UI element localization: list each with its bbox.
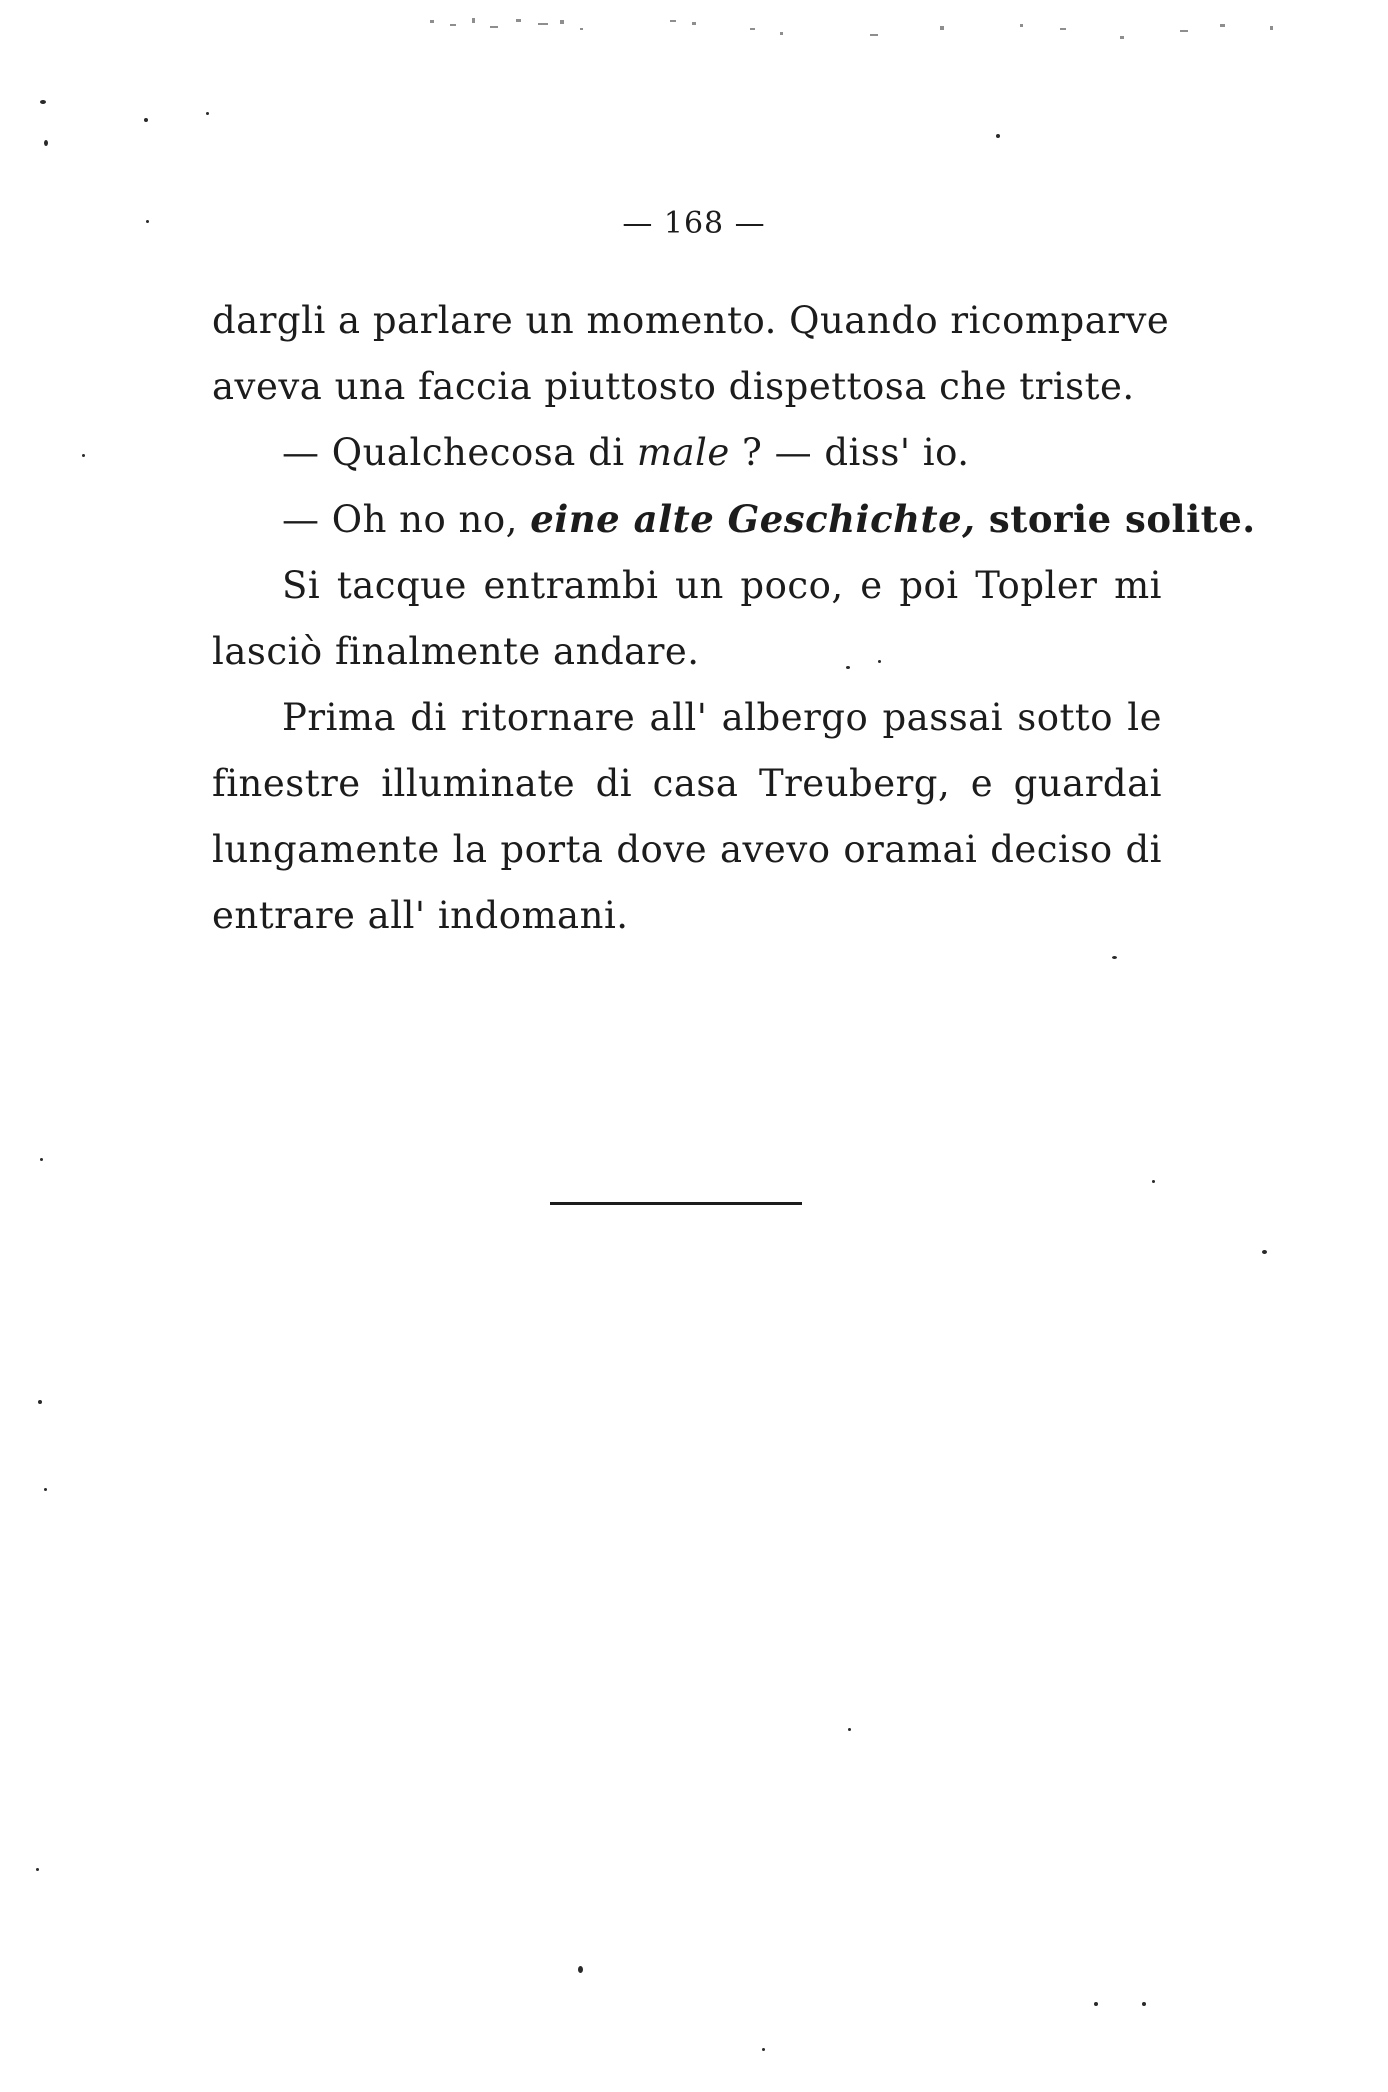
- scan-speck: [1112, 956, 1117, 959]
- page-number: — 168 —: [622, 206, 766, 241]
- scan-speck: [82, 454, 85, 457]
- body-text: [212, 288, 1256, 949]
- text-line: Si tacque entrambi un poco, e poi Topler mi: [282, 564, 1162, 607]
- scan-noise-top: [420, 14, 1300, 64]
- text-line: lungamente la porta dove avevo oramai deciso di: [212, 828, 1162, 871]
- text-line: entrare all' indomani.: [212, 894, 629, 937]
- scan-speck: [206, 112, 209, 115]
- scan-speck: [996, 134, 1000, 138]
- dialogue-text: storie solite.: [975, 497, 1256, 541]
- section-end-rule: [550, 1202, 802, 1205]
- dialogue-text: — Qualchecosa di: [282, 431, 637, 474]
- scan-speck: [40, 1158, 43, 1161]
- scan-speck: [40, 100, 46, 104]
- scan-speck: [1262, 1250, 1267, 1254]
- scan-speck: [36, 1868, 39, 1871]
- scan-speck: [578, 1966, 583, 1973]
- text-line: Prima di ritornare all' albergo passai sotto le: [282, 696, 1162, 739]
- scan-speck: [44, 140, 48, 146]
- scan-speck: [38, 1400, 42, 1404]
- text-line: aveva una faccia piuttosto dispettosa che triste.: [212, 365, 1135, 408]
- text-line: dargli a parlare un momento. Quando ricomparve: [212, 299, 1170, 342]
- dialogue-italic: eine alte Geschichte,: [530, 497, 976, 541]
- dialogue-text: ? — diss' io.: [729, 431, 970, 474]
- text-line: lasciò finalmente andare.: [212, 630, 700, 673]
- text-line: finestre illuminate di casa Treuberg, e guardai: [212, 762, 1162, 805]
- dialogue-line: [212, 420, 1162, 486]
- scan-speck: [848, 1728, 851, 1731]
- scan-speck: [1142, 2002, 1146, 2006]
- scan-speck: [762, 2048, 765, 2051]
- dialogue-line: [212, 486, 1256, 553]
- dialogue-italic: male: [636, 431, 730, 474]
- scan-speck: [1094, 2002, 1098, 2006]
- scan-speck: [1152, 1180, 1155, 1183]
- dialogue-text: — Oh no no,: [282, 498, 531, 541]
- scan-speck: [44, 1488, 47, 1491]
- scan-speck: [846, 666, 850, 669]
- scan-speck: [144, 118, 148, 122]
- scan-speck: [878, 660, 881, 663]
- scan-speck: [146, 220, 149, 223]
